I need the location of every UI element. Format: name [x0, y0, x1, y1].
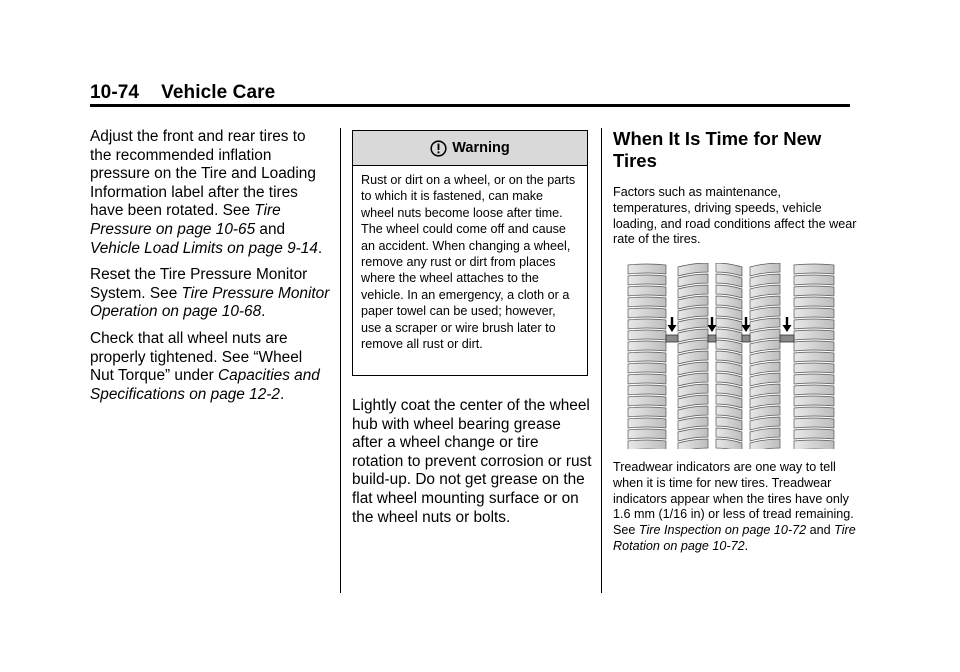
column-right [613, 128, 858, 553]
page-header [90, 82, 275, 104]
tread-block [628, 308, 666, 318]
tread-block [794, 319, 834, 329]
warning-body: Rust or dirt on a wheel, or on the parts to which it is fastened, can make wheel nuts become loose after time. The wheel could come off and cause an accident. When changing a wheel, remove any rust or dirt from places where the wheel attaches to the vehicle. In an emergency, a cloth or a paper towel can be used; however, use a scraper or wire brush later to remove all rust or dirt. [361, 173, 576, 352]
down-arrow-icon [742, 317, 751, 332]
down-arrow-icon [668, 317, 677, 332]
link-tire-pressure[interactable]: Tire Pressure on page 10-65 [90, 202, 281, 238]
tire-tread-wear-indicator-illustration [626, 263, 838, 449]
tread-block [794, 286, 834, 296]
tread-block [794, 275, 834, 285]
link-capacities-specs[interactable]: Capacities and Specifications on page 12-2 [90, 367, 320, 403]
tread-block [628, 363, 666, 373]
down-arrow-icon [783, 317, 792, 332]
tread-blocks [628, 263, 834, 449]
column-left [90, 128, 330, 412]
warning-box [352, 130, 588, 376]
link-tire-rotation[interactable]: Tire Rotation on page 10-72 [613, 523, 856, 553]
paragraph-reset-tpms: Reset the Tire Pressure Monitor System. See Tire Pressure Monitor Operation on page 10-68. [90, 266, 330, 321]
paragraph-wear-factors: Factors such as maintenance, temperatures, driving speeds, vehicle loading, and road conditions affect the wear rate of the tires. [613, 185, 857, 247]
tread-block [678, 439, 708, 449]
warning-header [353, 131, 587, 166]
paragraph-treadwear-indicators: Treadwear indicators are one way to tell when it is time for new tires. Treadwear indicators appear when the tires have only 1.6 mm (1/16 in) or less of tread remaining. See Tire Inspection on page 10-72 and Tire Rotation on page 10-72. [613, 460, 856, 553]
column-divider-left [340, 128, 341, 593]
tread-block [628, 385, 666, 395]
link-tpms-operation[interactable]: Tire Pressure Monitor Operation on page 10-68 [90, 284, 330, 321]
tread-block [628, 330, 666, 340]
tread-block [750, 439, 780, 449]
wear-indicator-bar [708, 335, 716, 342]
tread-block [794, 440, 834, 449]
tread-block [628, 352, 666, 362]
tread-block [628, 319, 666, 329]
link-vehicle-load-limits[interactable]: Vehicle Load Limits on page 9-14 [90, 239, 318, 257]
warning-title: Warning [452, 140, 510, 156]
tread-block [794, 407, 834, 417]
warning-triangle-icon [430, 140, 447, 157]
tread-block [628, 396, 666, 406]
tread-block [794, 418, 834, 428]
tread-block [628, 264, 666, 274]
wear-indicator-bar [780, 335, 794, 342]
tread-block [628, 341, 666, 351]
tread-block [794, 374, 834, 384]
tread-block [794, 396, 834, 406]
section-title: Vehicle Care [161, 82, 276, 103]
column-divider-right [601, 128, 602, 593]
page-number: 10-74 [90, 82, 140, 103]
paragraph-wheel-hub-grease: Lightly coat the center of the wheel hub with wheel bearing grease after a wheel change or tire rotation to prevent corrosion or rust build-up. Do not get grease on the flat wheel mounting surface or on the wheel nuts or bolts. [352, 397, 592, 526]
link-tire-inspection[interactable]: Tire Inspection on page 10-72 [638, 523, 807, 538]
tread-block [716, 439, 742, 449]
tread-block [628, 418, 666, 428]
tread-block [794, 363, 834, 373]
header-rule [90, 104, 850, 107]
tread-block [628, 275, 666, 285]
tread-block [628, 297, 666, 307]
tread-block [628, 407, 666, 417]
tread-block [794, 330, 834, 340]
wear-indicator-bar [742, 335, 750, 342]
paragraph-rotate-pressure: Adjust the front and rear tires to the recommended inflation pressure on the Tire and Loading Information label after the tires have been rotated. See Tire Pressure on page 10-65 and Vehicle Load Limits on page 9-14. [90, 128, 323, 257]
tread-block [794, 308, 834, 318]
wear-indicator-bar [666, 335, 678, 342]
tread-block [794, 264, 834, 274]
tread-block [628, 286, 666, 296]
section-heading: When It Is Time for New Tires [613, 128, 822, 171]
down-arrow-icon [708, 317, 717, 332]
tread-block [628, 374, 666, 384]
tread-block [794, 385, 834, 395]
tread-block [628, 429, 666, 439]
paragraph-check-wheel-nuts: Check that all wheel nuts are properly tightened. See “Wheel Nut Torque” under Capacities and Specifications on page 12-2. [90, 329, 320, 403]
tread-block [794, 429, 834, 439]
tread-block [794, 352, 834, 362]
tread-block [794, 297, 834, 307]
tread-block [794, 341, 834, 351]
tread-block [628, 440, 666, 449]
